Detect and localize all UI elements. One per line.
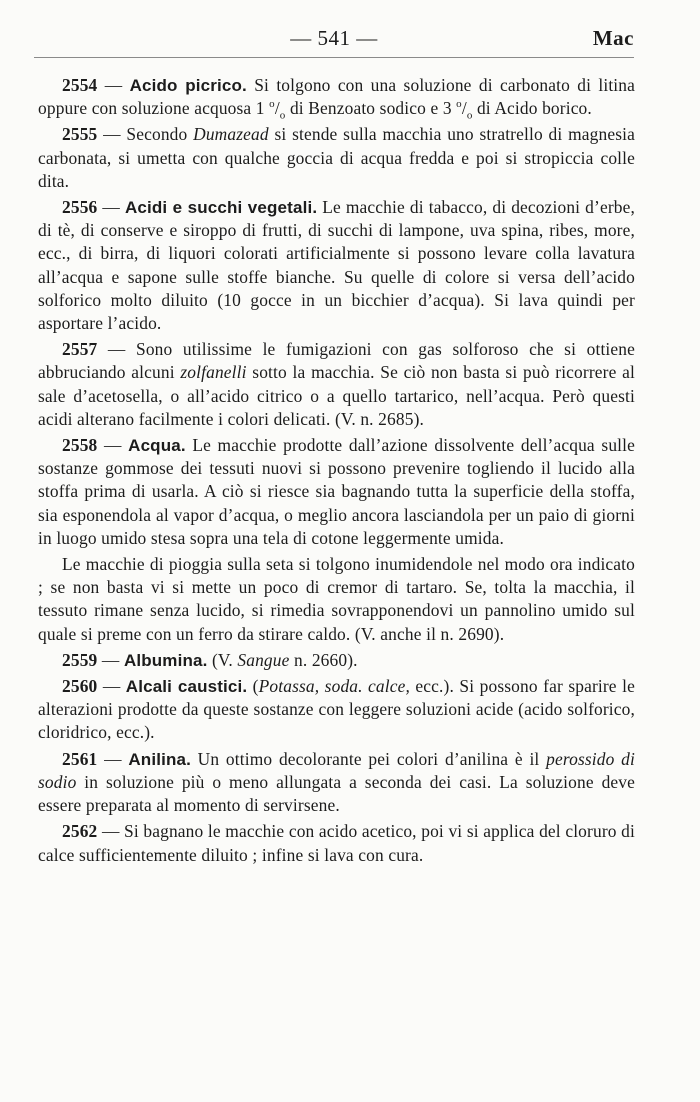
entry-2554: [38, 74, 635, 120]
entry-text: Un ottimo decolorante pei colori d’anilina è il: [190, 748, 547, 769]
page-body: [38, 74, 635, 870]
entry-text: n. 2660).: [289, 649, 358, 670]
entry-keyword: Acqua.: [128, 436, 186, 456]
entry-text: Si bagnano le macchie con acido acetico, poi vi si applica del cloruro di calce sufficientemente diluito ; infine si lava con cura.: [38, 821, 635, 865]
entry-text: di Acido borico.: [472, 98, 592, 119]
entry-keyword: Alcali caustici.: [125, 677, 248, 697]
entry-dash: —: [97, 197, 125, 218]
entry-text: di Benzoato sodico e 3: [285, 98, 457, 119]
entry-text: Si tolgono con una soluzione di carbonato di litina oppure con soluzione acquosa 1: [38, 75, 635, 119]
entry-number: 2559: [62, 649, 98, 670]
entry-number: 2556: [62, 197, 98, 218]
entry-keyword: Anilina.: [128, 749, 191, 769]
entry-number: 2560: [62, 676, 98, 697]
entry-2562: [38, 820, 635, 866]
entry-2559: [38, 649, 635, 672]
entry-2557: [38, 338, 635, 431]
entry-number: 2554: [62, 75, 98, 95]
entry-number: 2557: [62, 339, 98, 360]
entry-number: 2555: [62, 124, 98, 145]
entry-dash: —: [97, 339, 137, 360]
percent-sign: o: [466, 109, 473, 122]
entry-dash: —: [97, 75, 130, 95]
entry-keyword: Acido picrico.: [129, 76, 247, 95]
entry-number: 2562: [62, 821, 98, 842]
entry-dash: —: [97, 748, 129, 769]
entry-2561: [38, 748, 635, 818]
entry-text: Le macchie prodotte dall’azione dissolvente dell’acqua sulle sostanze gommose dei tessuti nuovi si possono prevenire togliendo il lucido alla stoffa prima di usarla. A ciò si riesce sia bagnando tutta la superficie della stoffa, sia esponendola al vapor d’acqua, o meglio ancora lasciandola per un paio di giorni in luogo umido stesa sopra una tela di cotone leggermente umida.: [38, 435, 635, 548]
entry-italic: Dumazead: [193, 124, 269, 145]
header-rule: [34, 57, 634, 58]
entry-italic: Potassa, soda. calce,: [258, 676, 410, 697]
running-head: Mac: [592, 26, 634, 50]
percent-sign: /: [274, 98, 280, 119]
entry-dash: —: [97, 435, 129, 456]
entry-2556: [38, 196, 635, 335]
entry-italic: perossido di sodio: [38, 748, 635, 792]
entry-text: in soluzione più o meno allungata a seconda dei casi. La soluzione deve essere preparata al momento di servirsene.: [38, 771, 635, 816]
entry-italic: Sangue: [237, 649, 290, 670]
page-header: [34, 24, 634, 56]
entry-text: Secondo: [126, 124, 194, 145]
entry-number: 2561: [62, 748, 98, 769]
entry-dash: —: [97, 676, 126, 697]
entry-dash: —: [97, 821, 125, 842]
entry-text: (V.: [207, 649, 238, 670]
percent-sign: o: [279, 109, 286, 122]
entry-keyword: Albumina.: [123, 650, 208, 670]
entry-text: si stende sulla macchia uno stratrello di magnesia carbonata, si umetta con qualche goccia di acqua fredda e poi si stropiccia colle dita.: [38, 124, 635, 191]
entry-text: Sono utilissime le fumigazioni con gas solforoso che si ottiene abbruciando alcuni: [38, 339, 635, 383]
entry-italic: zolfanelli: [180, 362, 247, 383]
entry-keyword: Acidi e succhi vegetali.: [124, 198, 318, 218]
entry-2558: [38, 434, 635, 550]
entry-text: Le macchie di pioggia sulla seta si tolgono inumidendole nel modo ora indicato ; se non basta vi si mette un poco di cremor di tartaro. Se, tolta la macchia, il tessuto rimane senza lucido, si rimedia sovrapponendovi un pannolino umido sul quale si preme con un ferro da stirare caldo. (V. anche il n. 2690).: [38, 554, 635, 644]
entry-text: Le macchie di tabacco, di decozioni d’erbe, di tè, di conserve e siroppo di frutti, di succhi di lampone, uva spina, ribes, more, ecc., di birra, di liquori colorati artificialmente si possono levare colla lavatura all’acqua e sapone sulle stoffe bianche. Su quelle di colore si versa dell’acido solforico molto diluito (10 gocce in un bicchier d’acqua). Si lava quindi per asportare l’acido.: [38, 197, 635, 334]
entry-2555: [38, 123, 635, 193]
entry-text: ecc.). Si possono far sparire le alterazioni prodotte da queste sostanze con leggere soluzioni acide (acido solforico, cloridrico, ecc.).: [38, 676, 635, 743]
entry-2560: [38, 675, 635, 745]
entry-text: (: [247, 676, 259, 697]
entry-number: 2558: [62, 435, 98, 456]
percent-sign: /: [461, 98, 467, 119]
entry-2558-continuation: [38, 553, 635, 646]
entry-text: sotto la macchia. Se ciò non basta si può ricorrere al sale d’acetosella, o all’acido citrico o a quello tartarico, nell’acqua. Però questi acidi alterano facilmente i colori delicati. (V. n. 2685).: [38, 362, 635, 429]
entry-dash: —: [97, 649, 124, 670]
page-number: — 541 —: [290, 26, 378, 50]
percent-sign: o: [269, 98, 275, 111]
percent-sign: o: [456, 98, 462, 111]
entry-dash: —: [97, 124, 127, 145]
